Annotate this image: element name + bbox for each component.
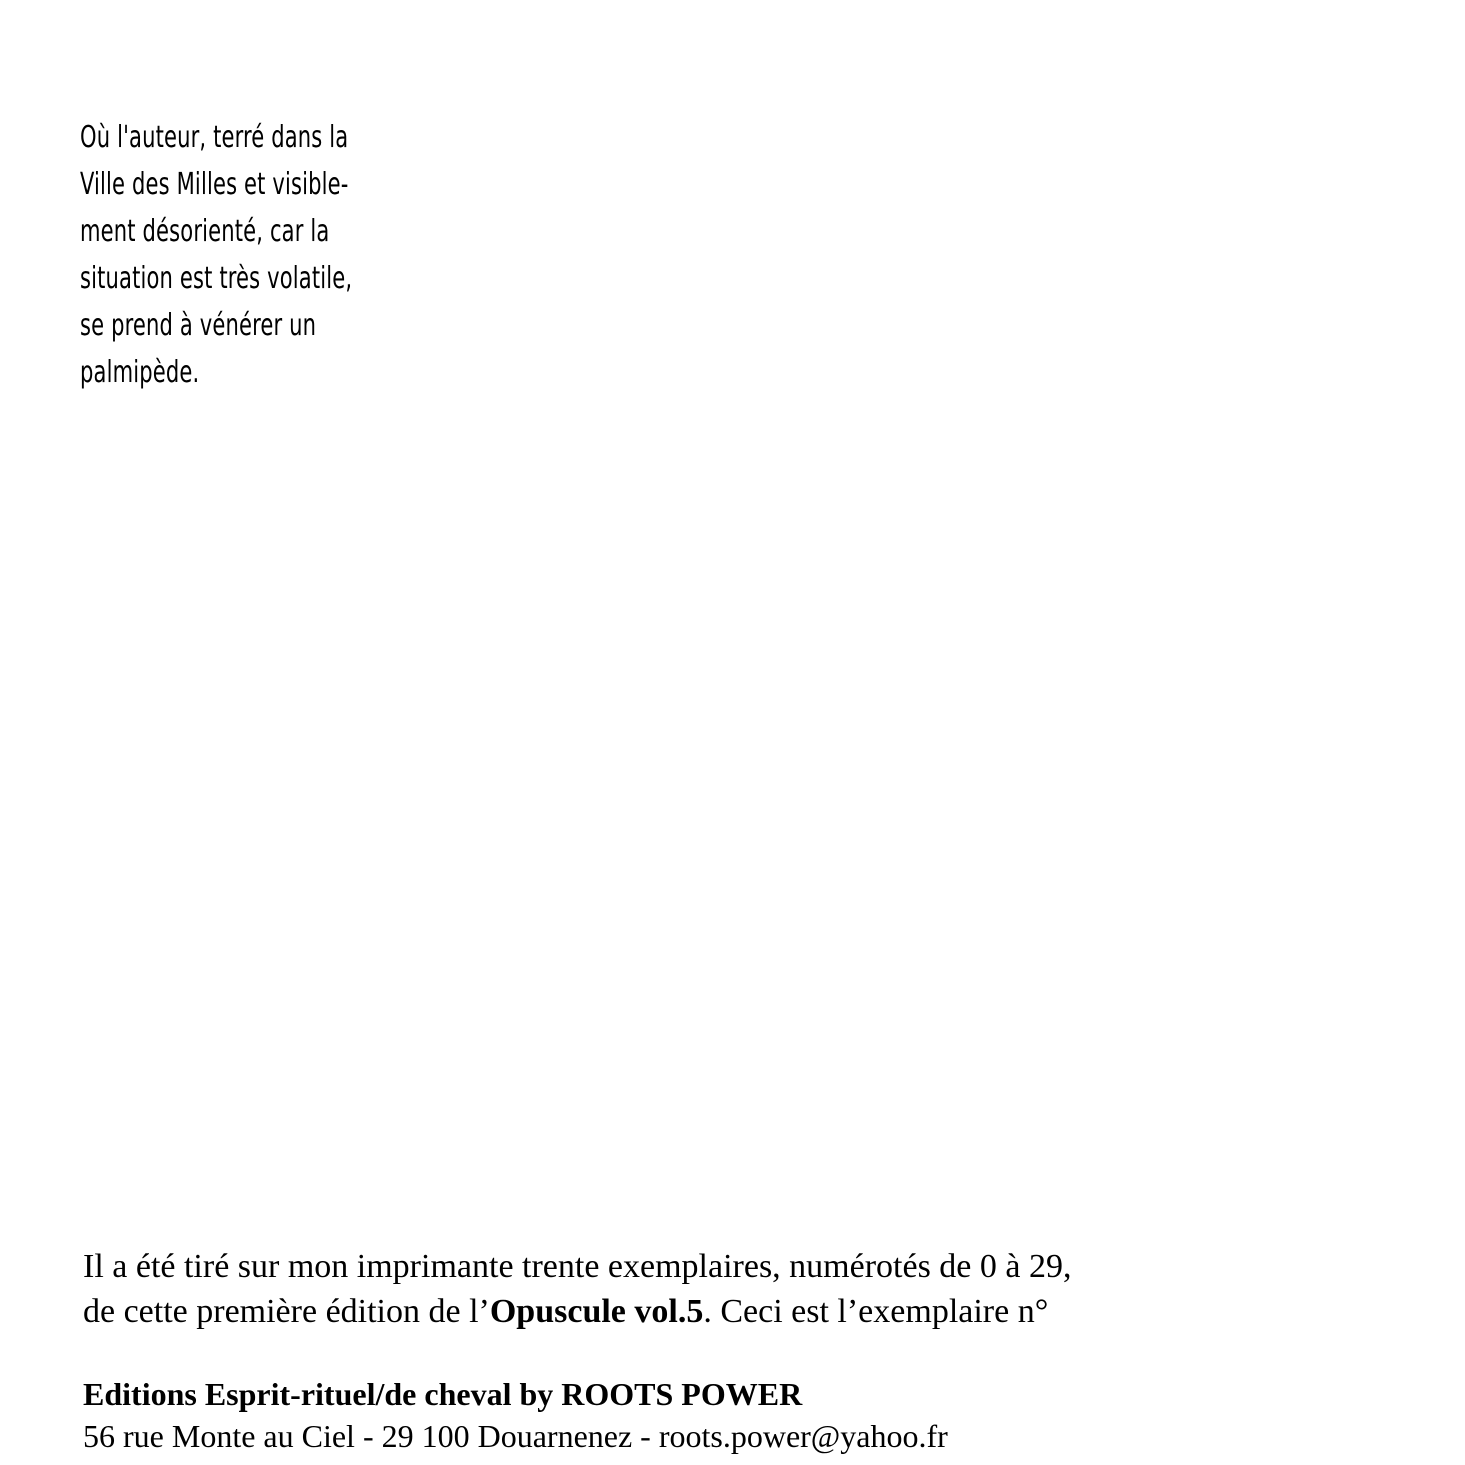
publisher-address: 56 rue Monte au Ciel - 29 100 Douarnenez - roots.power@yahoo.fr <box>83 1418 948 1454</box>
summary-line-2: Ville des Milles et visible- <box>80 167 349 202</box>
colophon-line-2-start: de cette première édition de l’ <box>83 1293 490 1330</box>
summary-paragraph <box>80 114 422 396</box>
summary-line-6: palmipède. <box>80 355 200 390</box>
colophon-line-1: Il a été tiré sur mon imprimante trente exemplaires, numérotés de 0 à 29, <box>83 1248 1072 1285</box>
summary-line-5: se prend à vénérer un <box>80 308 317 343</box>
colophon-paragraph <box>83 1244 1283 1334</box>
colophon-line-2-end: . Ceci est l’exemplaire n° <box>703 1293 1049 1330</box>
summary-text-block <box>80 114 422 396</box>
summary-line-1: Où l'auteur, terré dans la <box>80 120 349 155</box>
publisher-name: Editions Esprit-rituel/de cheval by ROOTS POWER <box>83 1376 803 1412</box>
summary-line-3: ment désorienté, car la <box>80 214 330 249</box>
publisher-block <box>83 1373 1283 1457</box>
summary-line-4: situation est très volatile, <box>80 261 353 296</box>
opuscule-title: Opuscule vol.5 <box>489 1293 704 1330</box>
